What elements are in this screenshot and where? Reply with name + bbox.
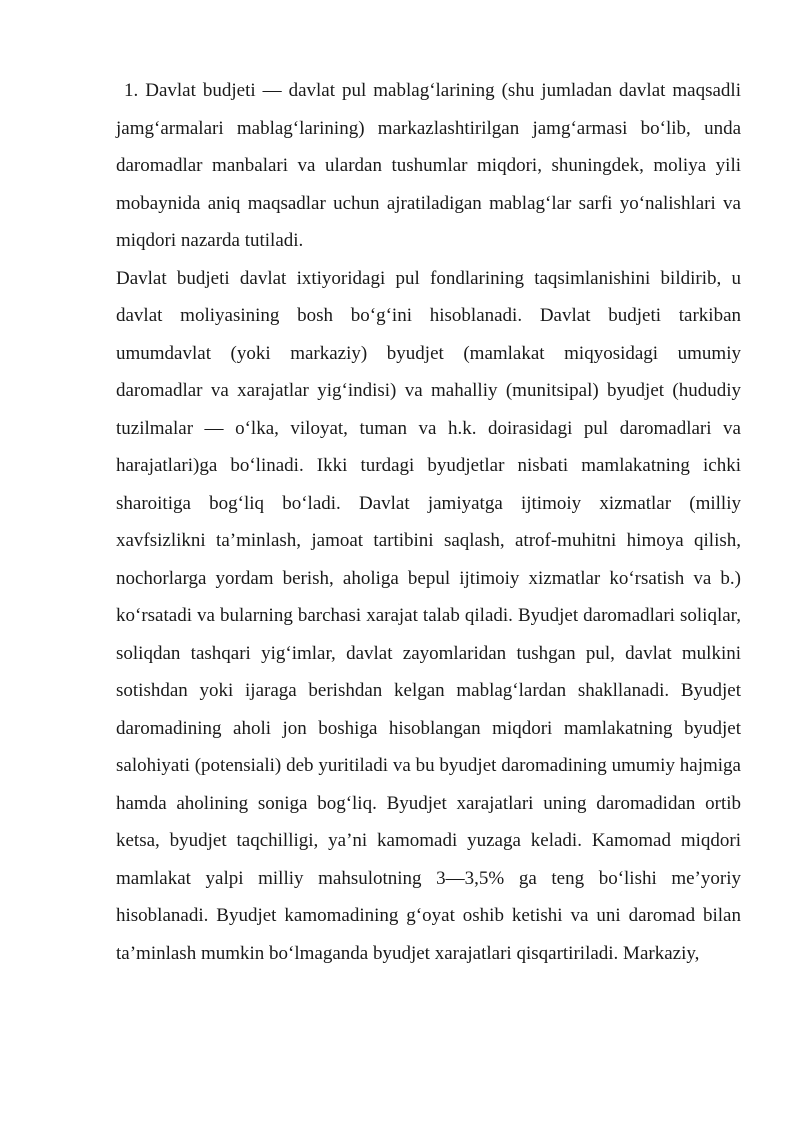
paragraph-state-budget-definition: 1. Davlat budjeti — davlat pul mablag‘larining (shu jumladan davlat maqsadli jamg‘armalari mablag‘larining) markazlashtirilgan jamg‘armasi bo‘lib, unda daromadlar manbalari va ulardan tushumlar miqdori, shuningdek, moliya yili mobaynida aniq maqsadlar uchun ajratiladigan mablag‘lar sarfi yo‘nalishlari va miqdori nazarda tutiladi. bbox=[116, 80, 741, 251]
document-page bbox=[116, 72, 741, 972]
paragraph-state-budget-structure: Davlat budjeti davlat ixtiyoridagi pul fondlarining taqsimlanishini bildirib, u davlat moliyasining bosh bo‘g‘ini hisoblanadi. Davlat budjeti tarkiban umumdavlat (yoki markaziy) byudjet (mamlakat miqyosidagi umumiy daromadlar va xarajatlar yig‘indisi) va mahalliy (munitsipal) byudjet (hududiy tuzilmalar — o‘lka, viloyat, tuman va h.k. doirasidagi pul daromadlari va harajatlari)ga bo‘linadi. Ikki turdagi byudjetlar nisbati mamlakatning ichki sharoitiga bog‘liq bo‘ladi. Davlat jamiyatga ijtimoiy xizmatlar (milliy xavfsizlikni ta’minlash, jamoat tartibini saqlash, atrof-muhitni himoya qilish, nochorlarga yordam berish, aholiga bepul ijtimoiy xizmatlar ko‘rsatish va b.) ko‘rsatadi va bularning barchasi xarajat talab qiladi. Byudjet daromadlari soliqlar, soliqdan tashqari yig‘imlar, davlat zayomlaridan tushgan pul, davlat mulkini sotishdan yoki ijaraga berishdan kelgan mablag‘lardan shakllanadi. Byudjet daromadining aholi jon boshiga hisoblangan miqdori mamlakatning byudjet salohiyati (potensiali) deb yuritiladi va bu byudjet daromadining umumiy hajmiga hamda aholining soniga bog‘liq. Byudjet xarajatlari uning daromadidan ortib ketsa, byudjet taqchilligi, ya’ni kamomadi yuzaga keladi. Kamomad miqdori mamlakat yalpi milliy mahsulotning 3—3,5% ga teng bo‘lishi me’yoriy hisoblanadi. Byudjet kamomadining g‘oyat oshib ketishi va uni daromad bilan ta’minlash mumkin bo‘lmaganda byudjet xarajatlari qisqartiriladi. Markaziy, bbox=[116, 267, 741, 964]
